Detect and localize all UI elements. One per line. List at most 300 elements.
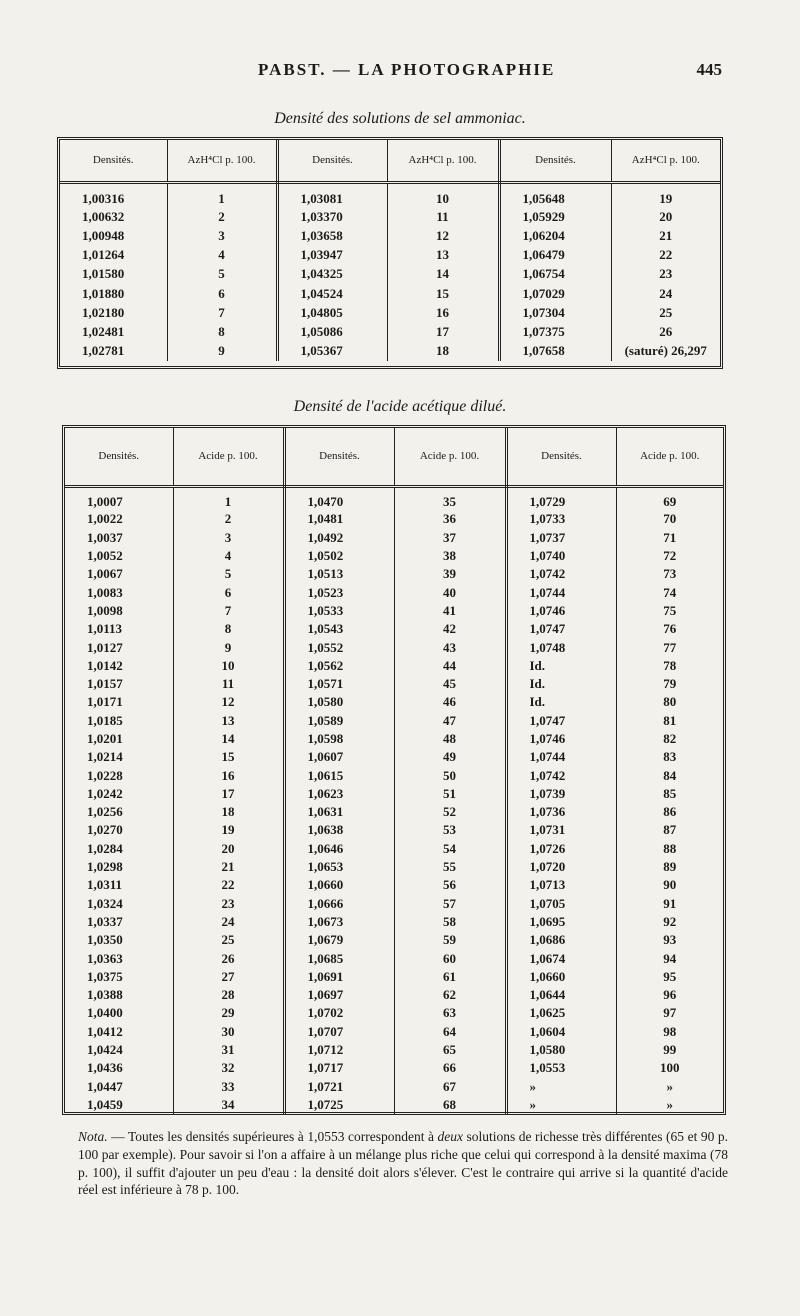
density-cell: 1,0171 [65,693,173,711]
table-row [65,657,723,675]
percent-cell: 38 [394,547,506,565]
percent-cell: 94 [663,950,677,966]
percent-cell: 16 [173,766,284,784]
percent-cell: 96 [663,987,677,1003]
percent-cell: 50 [394,766,506,784]
density-cell: 1,03081 [277,182,387,207]
percent-cell: 60 [394,949,506,967]
density-cell: 1,0350 [65,931,173,949]
table-row [65,913,723,931]
percent-cell: 19 [659,191,673,207]
percent-cell: 92 [663,913,677,929]
percent-cell: 15 [173,748,284,766]
density-cell: Id. [506,693,616,711]
column-header: Densités. [499,140,611,182]
density-cell: 1,0436 [65,1059,173,1077]
percent-cell: » [666,1078,673,1094]
percent-cell: (saturé) 26,297 [624,343,707,359]
percent-cell: 25 [173,931,284,949]
percent-cell: 23 [659,266,673,282]
percent-cell: 29 [173,1004,284,1022]
density-cell: 1,0363 [65,949,173,967]
percent-cell: 33 [173,1078,284,1096]
column-header: Densités. [284,428,394,486]
percent-cell: 70 [663,511,677,527]
density-cell: 1,00632 [60,207,167,226]
percent-cell: 1 [167,182,277,207]
percent-cell: 17 [387,322,499,341]
percent-cell: 12 [173,693,284,711]
percent-cell: 66 [394,1059,506,1077]
density-cell: 1,0067 [65,565,173,583]
density-cell: 1,0607 [284,748,394,766]
percent-cell: 41 [394,602,506,620]
density-cell: 1,0731 [506,821,616,839]
percent-cell: 95 [663,968,677,984]
density-cell: 1,0533 [284,602,394,620]
table-row [60,284,720,303]
density-cell: 1,0007 [65,486,173,510]
percent-cell: 8 [167,322,277,341]
percent-cell: 81 [663,712,677,728]
density-cell: 1,02180 [60,303,167,322]
table-row [65,821,723,839]
percent-cell: 51 [394,785,506,803]
table-row [65,968,723,986]
density-cell: 1,07029 [499,284,611,303]
percent-cell: 64 [394,1023,506,1041]
density-cell: 1,0470 [284,486,394,510]
density-cell: 1,0725 [284,1096,394,1114]
density-cell: 1,0400 [65,1004,173,1022]
density-cell: 1,0228 [65,766,173,784]
percent-cell: 7 [173,602,284,620]
percent-cell: 98 [663,1023,677,1039]
percent-cell: 37 [394,529,506,547]
percent-cell: 24 [659,285,673,301]
density-cell: 1,0388 [65,986,173,1004]
percent-cell: 14 [387,265,499,284]
percent-cell: 39 [394,565,506,583]
percent-cell: 7 [167,303,277,322]
table-row [60,322,720,341]
density-cell: 1,0740 [506,547,616,565]
percent-cell: 78 [663,657,677,673]
density-cell: 1,0747 [506,620,616,638]
table-row [65,1004,723,1022]
percent-cell: 11 [387,207,499,226]
density-cell: 1,0201 [65,730,173,748]
table-row [65,840,723,858]
density-cell: 1,0552 [284,638,394,656]
density-cell: 1,0098 [65,602,173,620]
density-cell: 1,0691 [284,968,394,986]
table-row [60,246,720,265]
percent-cell: 8 [173,620,284,638]
percent-cell: 17 [173,785,284,803]
percent-cell: 10 [173,657,284,675]
table-row [60,182,720,207]
table-row [65,1023,723,1041]
density-cell: 1,0256 [65,803,173,821]
ammonium-chloride-table [57,137,723,369]
density-cell: 1,05086 [277,322,387,341]
density-cell: 1,05648 [499,182,611,207]
footnote [78,1128,728,1199]
percent-cell: 2 [167,207,277,226]
density-cell: 1,0324 [65,895,173,913]
percent-cell: 26 [173,949,284,967]
density-cell: 1,0284 [65,840,173,858]
density-cell: 1,0052 [65,547,173,565]
density-cell: 1,0580 [284,693,394,711]
density-cell: 1,0424 [65,1041,173,1059]
percent-cell: 30 [173,1023,284,1041]
percent-cell: 5 [167,265,277,284]
percent-cell: 20 [659,208,673,224]
density-cell: 1,0553 [506,1059,616,1077]
percent-cell: 44 [394,657,506,675]
percent-cell: 26 [659,323,673,339]
density-cell: 1,0744 [506,583,616,601]
density-cell: 1,0242 [65,785,173,803]
percent-cell: 22 [173,876,284,894]
density-cell: 1,00316 [60,182,167,207]
table-row [65,583,723,601]
percent-cell: 32 [173,1059,284,1077]
percent-cell: 49 [394,748,506,766]
density-cell: 1,04524 [277,284,387,303]
percent-cell: 97 [663,1005,677,1021]
density-cell: 1,0142 [65,657,173,675]
density-cell: 1,06479 [499,246,611,265]
density-cell: 1,07658 [499,342,611,361]
density-cell: Id. [506,657,616,675]
column-header: Acide p. 100. [394,428,506,486]
density-cell: 1,0022 [65,510,173,528]
density-cell: 1,0523 [284,583,394,601]
density-cell: 1,0702 [284,1004,394,1022]
density-cell: 1,0707 [284,1023,394,1041]
percent-cell: 80 [663,694,677,710]
density-cell: 1,0679 [284,931,394,949]
density-cell: 1,0646 [284,840,394,858]
density-cell: 1,0742 [506,766,616,784]
density-cell: 1,04805 [277,303,387,322]
percent-cell: 13 [387,246,499,265]
percent-cell: 24 [173,913,284,931]
density-cell: 1,0037 [65,529,173,547]
percent-cell: 86 [663,804,677,820]
note-text-2: solutions de richesse très différentes (65 et 90 p. 100 par exemple). Pour savoir si l'on a affaire à un mélange plus riche que celui qui correspond à la densité maxima (78 p. 100), il suffit d'ajouter un peu d'eau : la densité doit alors s'élever. C'est le contraire qui arrive si la quantité d'acide réel est inférieure à 78 p. 100. [78,1129,728,1198]
density-cell: 1,0712 [284,1041,394,1059]
density-cell: 1,02781 [60,342,167,361]
density-cell: 1,0625 [506,1004,616,1022]
percent-cell: 77 [663,639,677,655]
table-row [65,602,723,620]
percent-cell: 53 [394,821,506,839]
table-row [65,547,723,565]
table-row [65,565,723,583]
density-cell: 1,0653 [284,858,394,876]
density-cell: 1,0644 [506,986,616,1004]
percent-cell: 6 [167,284,277,303]
table-row [65,1041,723,1059]
percent-cell: 6 [173,583,284,601]
density-cell: 1,01880 [60,284,167,303]
percent-cell: 11 [173,675,284,693]
table-row [65,675,723,693]
density-cell: 1,0746 [506,730,616,748]
percent-cell: 27 [173,968,284,986]
percent-cell: 12 [387,226,499,245]
density-cell: 1,0513 [284,565,394,583]
density-cell: 1,0580 [506,1041,616,1059]
percent-cell: 65 [394,1041,506,1059]
percent-cell: 62 [394,986,506,1004]
density-cell: 1,01264 [60,246,167,265]
percent-cell: 9 [173,638,284,656]
percent-cell: 4 [173,547,284,565]
density-cell: 1,05929 [499,207,611,226]
density-cell: 1,05367 [277,342,387,361]
density-cell: » [506,1096,616,1114]
density-cell: Id. [506,675,616,693]
table-row [65,1059,723,1077]
percent-cell: 91 [663,895,677,911]
percent-cell: 2 [173,510,284,528]
density-cell: 1,0744 [506,748,616,766]
density-cell: 1,0412 [65,1023,173,1041]
percent-cell: 74 [663,584,677,600]
percent-cell: 84 [663,767,677,783]
percent-cell: 58 [394,913,506,931]
percent-cell: 34 [173,1096,284,1114]
percent-cell: 73 [663,566,677,582]
percent-cell: 42 [394,620,506,638]
table-row [65,712,723,730]
percent-cell: 47 [394,712,506,730]
percent-cell: 14 [173,730,284,748]
density-cell: 1,0686 [506,931,616,949]
percent-cell: 16 [387,303,499,322]
percent-cell: 88 [663,840,677,856]
density-cell: 1,03370 [277,207,387,226]
density-cell: 1,03658 [277,226,387,245]
density-cell: 1,0685 [284,949,394,967]
table-row [65,529,723,547]
percent-cell: 3 [167,226,277,245]
percent-cell: 13 [173,712,284,730]
percent-cell: 54 [394,840,506,858]
density-cell: 1,0270 [65,821,173,839]
density-cell: 1,0311 [65,876,173,894]
density-cell: 1,01580 [60,265,167,284]
percent-cell: 100 [660,1060,680,1076]
density-cell: 1,0705 [506,895,616,913]
percent-cell: 35 [394,486,506,510]
percent-cell: 28 [173,986,284,1004]
column-header: AzH⁴Cl p. 100. [167,140,277,182]
density-cell: 1,0660 [284,876,394,894]
percent-cell: 3 [173,529,284,547]
density-cell: 1,0127 [65,638,173,656]
percent-cell: 4 [167,246,277,265]
table-row [65,986,723,1004]
density-cell: 1,0083 [65,583,173,601]
percent-cell: 18 [387,342,499,361]
percent-cell: 25 [659,304,673,320]
percent-cell: 40 [394,583,506,601]
density-cell: 1,07304 [499,303,611,322]
percent-cell: 21 [173,858,284,876]
percent-cell: 83 [663,749,677,765]
percent-cell: 48 [394,730,506,748]
percent-cell: 43 [394,638,506,656]
percent-cell: 89 [663,859,677,875]
table-row [65,785,723,803]
density-cell: 1,0747 [506,712,616,730]
percent-cell: 1 [173,486,284,510]
percent-cell: 93 [663,932,677,948]
density-cell: 1,0631 [284,803,394,821]
percent-cell: 52 [394,803,506,821]
percent-cell: 19 [173,821,284,839]
density-cell: 1,0604 [506,1023,616,1041]
percent-cell: 87 [663,822,677,838]
column-header: Densités. [60,140,167,182]
density-cell: 1,06204 [499,226,611,245]
acetic-acid-table [62,425,726,1115]
table-row [65,1096,723,1114]
density-cell: 1,0571 [284,675,394,693]
percent-cell: 21 [659,227,673,243]
percent-cell: 85 [663,785,677,801]
percent-cell: 23 [173,895,284,913]
density-cell: 1,0746 [506,602,616,620]
table-row [65,876,723,894]
density-cell: 1,0459 [65,1096,173,1114]
table-row [65,510,723,528]
density-cell: 1,0615 [284,766,394,784]
density-cell: 1,04325 [277,265,387,284]
percent-cell: 9 [167,342,277,361]
density-cell: 1,0674 [506,949,616,967]
column-header: Acide p. 100. [616,428,723,486]
table-row [65,949,723,967]
percent-cell: 22 [659,247,673,263]
density-cell: 1,0720 [506,858,616,876]
density-cell: 1,0736 [506,803,616,821]
column-header: Densités. [277,140,387,182]
table-row [65,895,723,913]
page-number: 445 [696,60,722,79]
density-cell: 1,0562 [284,657,394,675]
percent-cell: 5 [173,565,284,583]
density-cell: 1,0748 [506,638,616,656]
percent-cell: 57 [394,895,506,913]
table-row [65,693,723,711]
column-header: AzH⁴Cl p. 100. [611,140,720,182]
density-cell: 1,0666 [284,895,394,913]
density-cell: 1,0185 [65,712,173,730]
table-row [65,748,723,766]
percent-cell: 36 [394,510,506,528]
percent-cell: 72 [663,548,677,564]
percent-cell: 90 [663,877,677,893]
percent-cell: 82 [663,731,677,746]
table-row [60,226,720,245]
percent-cell: 61 [394,968,506,986]
density-cell: 1,0713 [506,876,616,894]
column-header: AzH⁴Cl p. 100. [387,140,499,182]
percent-cell: 76 [663,621,677,637]
percent-cell: 75 [663,602,677,618]
density-cell: 1,0157 [65,675,173,693]
table-row [65,803,723,821]
table-row [65,1078,723,1096]
note-text-1: — Toutes les densités supérieures à 1,0553 correspondent à [107,1129,438,1144]
density-cell: 1,0673 [284,913,394,931]
percent-cell: » [666,1096,673,1112]
density-cell: 1,0742 [506,565,616,583]
table-row [60,303,720,322]
density-cell: 1,0717 [284,1059,394,1077]
density-cell: » [506,1078,616,1096]
density-cell: 1,0447 [65,1078,173,1096]
percent-cell: 68 [394,1096,506,1114]
table-row [60,265,720,284]
density-cell: 1,0726 [506,840,616,858]
table-row [65,486,723,510]
table2-caption: Densité de l'acide acétique dilué. [293,398,507,415]
table-row [60,342,720,361]
table-row [60,207,720,226]
density-cell: 1,0695 [506,913,616,931]
density-cell: 1,0660 [506,968,616,986]
percent-cell: 55 [394,858,506,876]
density-cell: 1,0589 [284,712,394,730]
density-cell: 1,0481 [284,510,394,528]
table-row [65,730,723,748]
table-row [65,620,723,638]
percent-cell: 79 [663,676,677,692]
density-cell: 1,0492 [284,529,394,547]
column-header: Densités. [65,428,173,486]
density-cell: 1,0721 [284,1078,394,1096]
density-cell: 1,02481 [60,322,167,341]
density-cell: 1,07375 [499,322,611,341]
density-cell: 1,0739 [506,785,616,803]
percent-cell: 10 [387,182,499,207]
percent-cell: 71 [663,529,677,545]
density-cell: 1,0113 [65,620,173,638]
table-row [65,638,723,656]
percent-cell: 46 [394,693,506,711]
density-cell: 1,03947 [277,246,387,265]
note-emphasis: deux [437,1129,463,1144]
density-cell: 1,0598 [284,730,394,748]
percent-cell: 99 [663,1042,677,1058]
running-title: PABST. — LA PHOTOGRAPHIE [258,60,556,79]
density-cell: 1,0375 [65,968,173,986]
table1-caption: Densité des solutions de sel ammoniac. [274,110,526,127]
percent-cell: 56 [394,876,506,894]
density-cell: 1,0729 [506,486,616,510]
page-header [0,56,800,86]
percent-cell: 20 [173,840,284,858]
density-cell: 1,0697 [284,986,394,1004]
